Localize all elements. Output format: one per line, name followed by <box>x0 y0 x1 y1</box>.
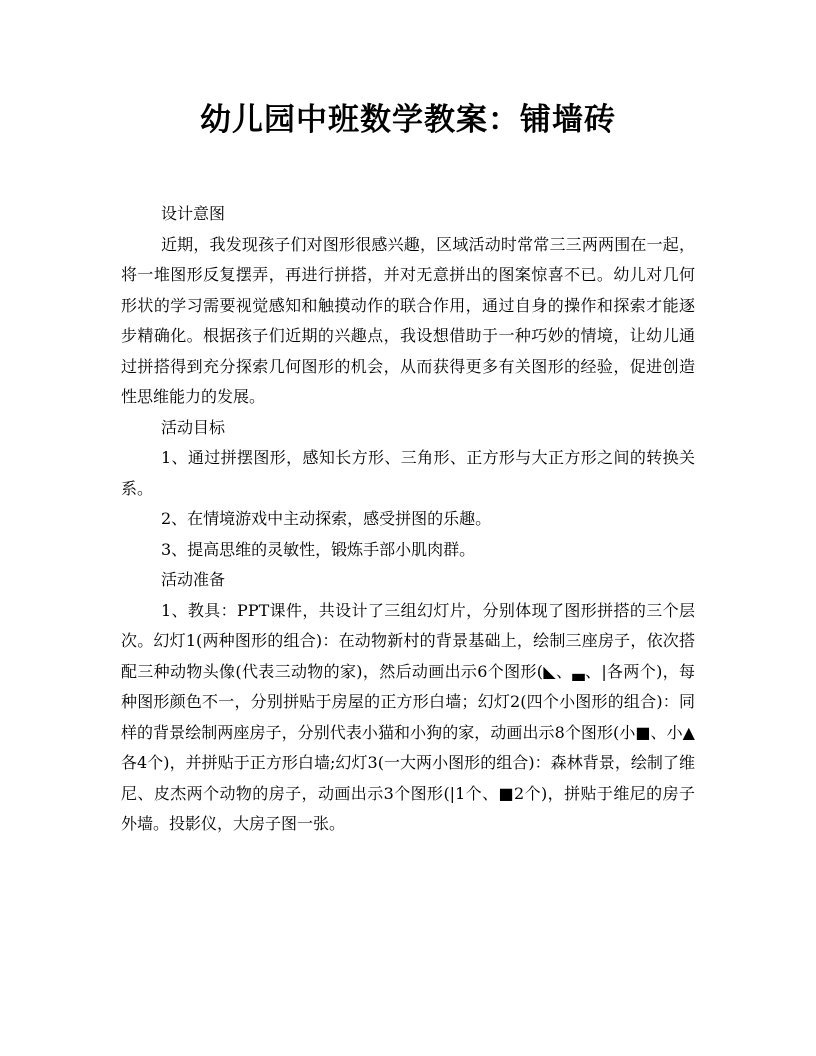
goal-item-3: 3、提高思维的灵敏性，锻炼手部小肌肉群。 <box>161 539 476 559</box>
section-heading-activity-preparation: 活动准备 <box>161 570 226 589</box>
goal-item-1: 1、通过拼摆图形，感知长方形、三角形、正方形与大正方形之间的转换关系。 <box>121 448 695 498</box>
section-heading-activity-goals: 活动目标 <box>161 417 226 437</box>
preparation-item-1: 1、教具：PPT课件，共设计了三组幻灯片，分别体现了图形拼搭的三个层次。幻灯1(两种图形的组合)：在动物新村的背景基础上，绘制三座房子，依次搭配三种动物头像(代表三动物的家)，然后动画出示6个图形(◣、▃、|各两个)，每种图形颜色不一，分别拼贴于房屋的正方形白墙；幻灯2(四个小图形的组合)：同样的背景绘制两座房子，分别代表小猫和小狗的家，动画出示8个图形(小■、小▲各4个)，并拼贴于正方形白墙;幻灯3(一大两小图形的组合)：森林背景，绘制了维尼、皮杰两个动物的房子，动画出示3个图形(|1个、■2个)，拼贴于维尼的房子外墙。投影仪，大房子图一张。 <box>121 600 695 833</box>
document-body <box>121 199 695 840</box>
goal-item-2: 2、在情境游戏中主动探索，感受拼图的乐趣。 <box>161 509 492 528</box>
page-title: 幼儿园中班数学教案：铺墙砖 <box>200 102 616 138</box>
section-heading-design-intent: 设计意图 <box>161 204 226 223</box>
paragraph-design-intent: 近期，我发现孩子们对图形很感兴趣，区域活动时常常三三两两围在一起，将一堆图形反复摆弄，再进行拼搭，并对无意拼出的图案惊喜不已。幼儿对几何形状的学习需要视觉感知和触摸动作的联合作用，通过自身的操作和探索才能逐步精确化。根据孩子们近期的兴趣点，我设想借助于一种巧妙的情境，让幼儿通过拼搭得到充分探索几何图形的机会，从而获得更多有关图形的经验，促进创造性思维能力的发展。 <box>121 234 695 406</box>
